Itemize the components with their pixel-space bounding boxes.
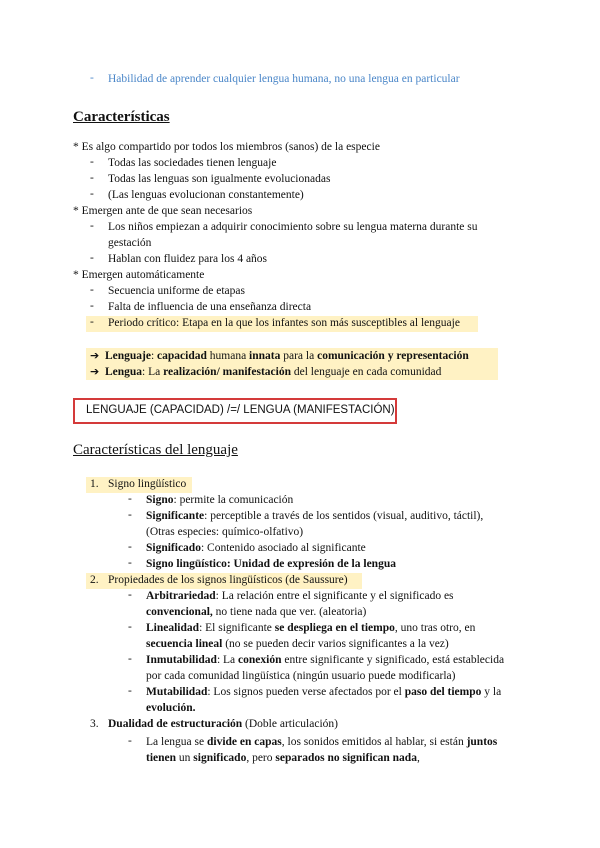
t: (Doble articulación) bbox=[242, 718, 338, 730]
t: Significado bbox=[146, 542, 201, 554]
dash: - bbox=[90, 188, 94, 200]
t: un bbox=[176, 752, 194, 764]
sub-item bbox=[146, 509, 483, 524]
t: realización/ manifestación bbox=[163, 366, 291, 378]
definition-lengua bbox=[90, 364, 441, 380]
t: tienen bbox=[146, 752, 177, 764]
list-item: (Las lenguas evolucionan constantemente) bbox=[108, 189, 304, 201]
bullet-3: * Emergen automáticamente bbox=[73, 269, 205, 281]
t: entre significante y significado, está establecida bbox=[281, 654, 505, 666]
t: (no se pueden decir varios significantes a la vez) bbox=[222, 638, 449, 650]
sub-item bbox=[146, 653, 504, 668]
t: , bbox=[416, 752, 420, 764]
number: 1. bbox=[90, 478, 99, 490]
list-item-cont: gestación bbox=[108, 237, 152, 249]
dash: - bbox=[90, 220, 94, 232]
dash: - bbox=[128, 541, 132, 553]
t: : La bbox=[142, 366, 164, 378]
t: capacidad bbox=[157, 350, 207, 362]
list-item: Falta de influencia de una enseñanza directa bbox=[108, 301, 312, 313]
t: Linealidad bbox=[146, 622, 200, 634]
sub-item-cont: por cada comunidad lingüística (ningún usuario puede modificarla) bbox=[146, 670, 456, 682]
sub-item bbox=[146, 685, 501, 700]
t: : Los signos pueden verse afectados por el bbox=[207, 686, 405, 698]
dash: - bbox=[90, 172, 94, 184]
list-item: Todas las sociedades tienen lenguaje bbox=[108, 157, 277, 169]
t: y la bbox=[481, 686, 502, 698]
t: , los sonidos emitidos al hablar, si están bbox=[281, 736, 467, 748]
t: innata bbox=[249, 350, 281, 362]
t: Dualidad de estructuración bbox=[108, 718, 243, 730]
arrow-right-icon: ➔ bbox=[90, 349, 100, 362]
dash: - bbox=[128, 589, 132, 601]
list-item: Todas las lenguas son igualmente evolucionadas bbox=[108, 173, 331, 185]
section-title-2: Características del lenguaje bbox=[73, 442, 238, 458]
arrow-right-icon: ➔ bbox=[90, 365, 100, 378]
t: humana bbox=[206, 350, 250, 362]
dash: - bbox=[128, 621, 132, 633]
t: Inmutabilidad bbox=[146, 654, 217, 666]
t: convencional, bbox=[146, 606, 213, 618]
t: para la bbox=[280, 350, 318, 362]
t: paso del tiempo bbox=[404, 686, 482, 698]
t: comunicación y representación bbox=[317, 350, 469, 362]
dash-bullet: - bbox=[90, 72, 94, 84]
dash: - bbox=[128, 685, 132, 697]
list-item: Hablan con fluidez para los 4 años bbox=[108, 253, 268, 265]
list-item: Secuencia uniforme de etapas bbox=[108, 285, 245, 297]
numbered-item-1: Signo lingüístico bbox=[108, 478, 187, 490]
sub-item bbox=[146, 621, 475, 636]
sub-item bbox=[146, 493, 293, 508]
t: La lengua se bbox=[146, 736, 207, 748]
dash: - bbox=[90, 156, 94, 168]
dash: - bbox=[128, 509, 132, 521]
t: : Contenido asociado al significante bbox=[200, 542, 366, 554]
t: , uno tras otro, en bbox=[394, 622, 476, 634]
list-item-highlighted: Periodo crítico: Etapa en la que los infantes son más susceptibles al lenguaje bbox=[108, 317, 460, 329]
number: 2. bbox=[90, 574, 99, 586]
sub-item-cont bbox=[146, 605, 366, 620]
t: no tiene nada que ver. (aleatoria) bbox=[212, 606, 367, 618]
section-title: Características bbox=[73, 109, 170, 125]
bullet-1: * Es algo compartido por todos los miembros (sanos) de la especie bbox=[73, 141, 380, 153]
t: secuencia lineal bbox=[146, 638, 223, 650]
term: Lengua bbox=[104, 366, 143, 378]
t: del lenguaje en cada comunidad bbox=[291, 366, 442, 378]
t: Arbitrariedad bbox=[146, 590, 216, 602]
dash: - bbox=[90, 300, 94, 312]
dash: - bbox=[128, 493, 132, 505]
sub-item-cont: evolución. bbox=[146, 702, 196, 714]
t: significado bbox=[193, 752, 247, 764]
t: : El significante bbox=[199, 622, 275, 634]
sub-item-cont bbox=[146, 637, 449, 652]
definition-lenguaje bbox=[90, 348, 469, 364]
t: conexión bbox=[238, 654, 282, 666]
sub-item bbox=[146, 735, 497, 750]
top-line: Habilidad de aprender cualquier lengua humana, no una lengua en particular bbox=[108, 73, 460, 85]
dash: - bbox=[90, 252, 94, 264]
t: separados no significan nada bbox=[275, 752, 417, 764]
number: 3. bbox=[90, 718, 99, 730]
list-item: Los niños empiezan a adquirir conocimiento sobre su lengua materna durante su bbox=[108, 221, 478, 233]
sub-item: Signo lingüístico: Unidad de expresión de la lengua bbox=[146, 558, 396, 570]
t: Signo bbox=[146, 494, 174, 506]
t: juntos bbox=[466, 736, 498, 748]
sub-item-cont: (Otras especies: químico-olfativo) bbox=[146, 526, 304, 538]
sub-item bbox=[146, 541, 366, 556]
dash: - bbox=[128, 653, 132, 665]
dash: - bbox=[90, 284, 94, 296]
t: se despliega en el tiempo bbox=[274, 622, 395, 634]
t: : perceptible a través de los sentidos (visual, auditivo, táctil), bbox=[204, 510, 484, 522]
t: Significante bbox=[146, 510, 205, 522]
callout-text: LENGUAJE (CAPACIDAD) /=/ LENGUA (MANIFESTACIÓN) bbox=[86, 404, 395, 416]
sub-item bbox=[146, 589, 454, 604]
dash: - bbox=[128, 557, 132, 569]
term: Lenguaje bbox=[104, 350, 151, 362]
bullet-2: * Emergen ante de que sean necesarios bbox=[73, 205, 253, 217]
numbered-item-3 bbox=[108, 717, 338, 732]
t: divide en capas bbox=[207, 736, 282, 748]
dash: - bbox=[90, 316, 94, 328]
t: : La bbox=[216, 654, 239, 666]
t: : La relación entre el significante y el significado es bbox=[215, 590, 454, 602]
t: Mutabilidad bbox=[146, 686, 208, 698]
t: , pero bbox=[246, 752, 276, 764]
sub-item-cont bbox=[146, 751, 420, 766]
t: : bbox=[150, 350, 158, 362]
numbered-item-2: Propiedades de los signos lingüísticos (de Saussure) bbox=[108, 574, 348, 586]
t: : permite la comunicación bbox=[173, 494, 294, 506]
dash: - bbox=[128, 735, 132, 747]
